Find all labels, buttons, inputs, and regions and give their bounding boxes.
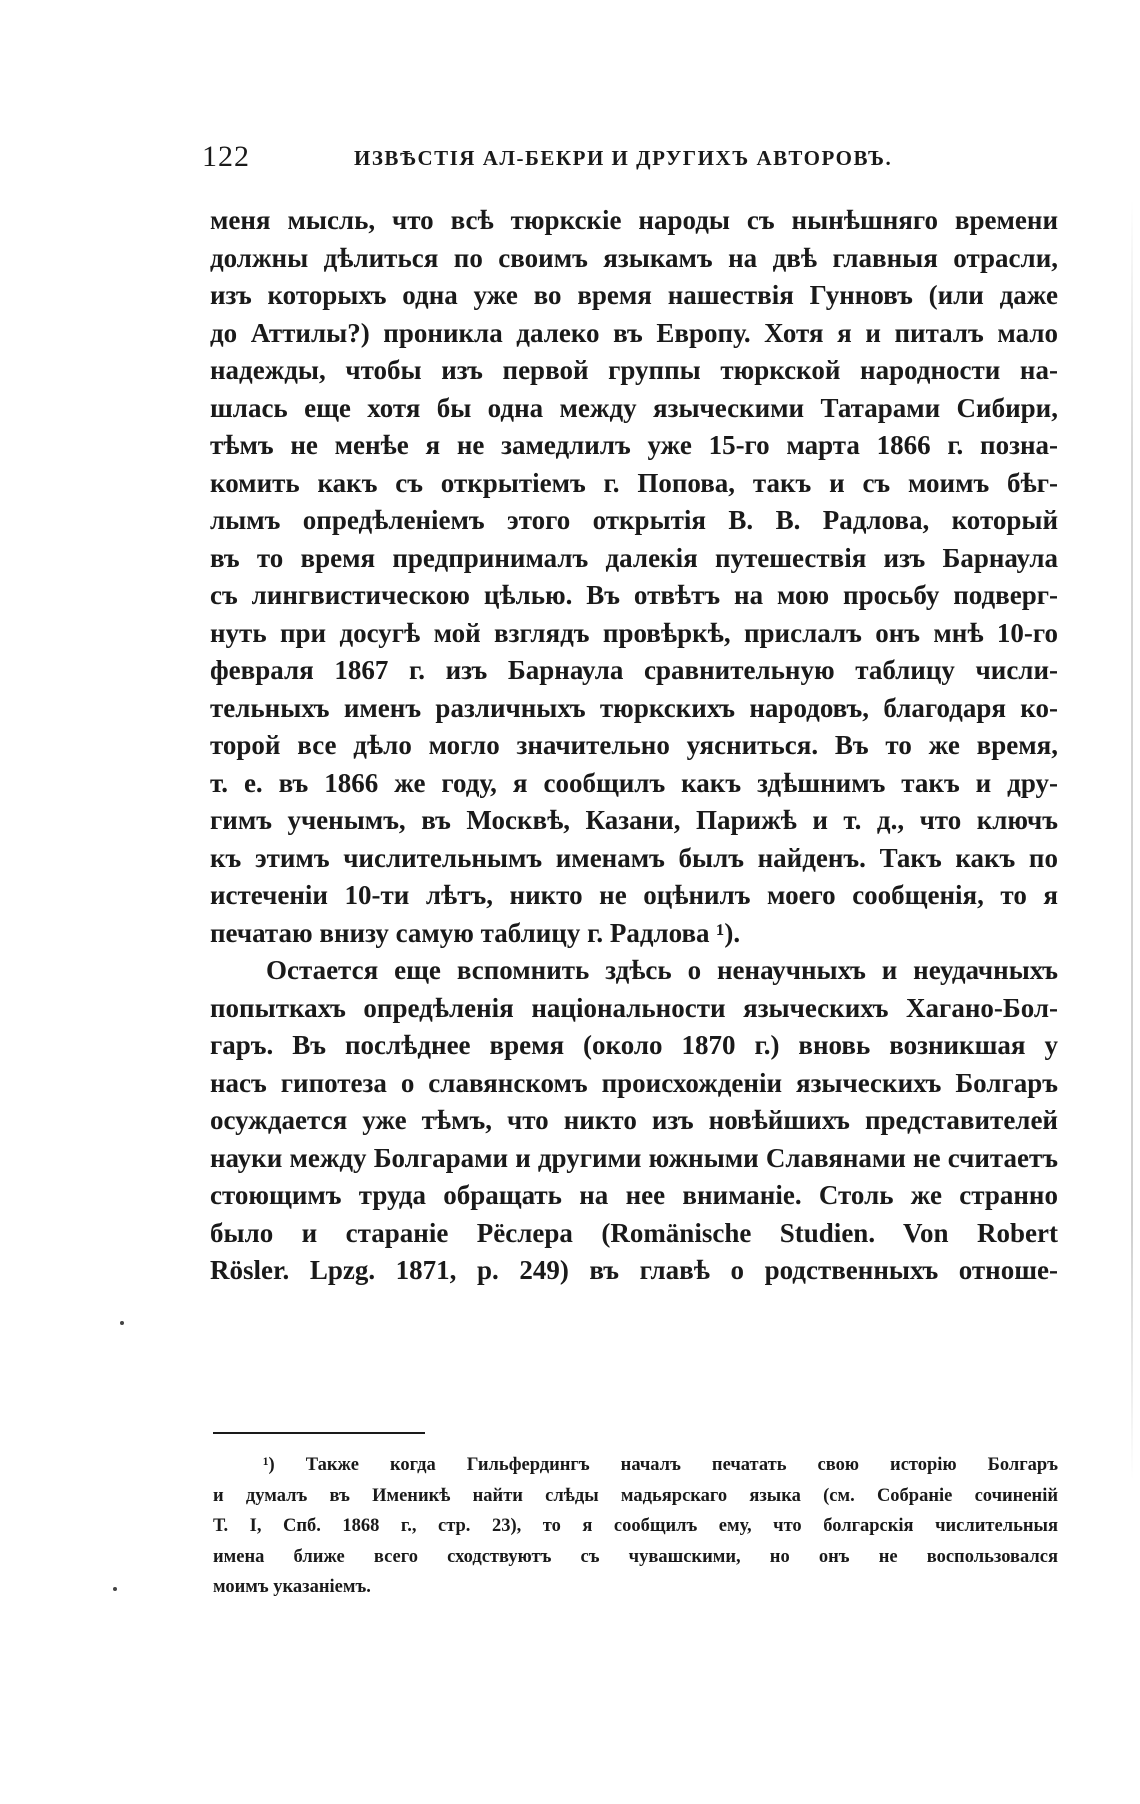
text-line: надежды, чтобы изъ первой группы тюркской народности на- <box>210 355 1058 385</box>
text-line: февраля 1867 г. изъ Барнаула сравнительную таблицу числи- <box>210 655 1058 685</box>
text-line: тельныхъ именъ различныхъ тюркскихъ народовъ, благодаря ко- <box>210 692 1058 723</box>
scan-edge-shadow <box>1131 200 1133 1480</box>
text-line: лымъ опредѣленіемъ этого открытія В. В. Радлова, который <box>210 505 1058 535</box>
footnote-line: моимъ указаніемъ. <box>213 1577 371 1597</box>
footnote-line: Т. I, Спб. 1868 г., стр. 23), то я сообщилъ ему, что болгарскія числительныя <box>213 1516 1058 1536</box>
text-line: науки между Болгарами и другими южными Славянами не считаетъ <box>210 1142 1058 1173</box>
footnote-line: и думалъ въ Именикѣ найти слѣды мадьярскаго языка (см. Собраніе сочиненій <box>213 1485 1058 1506</box>
text-line: гимъ ученымъ, въ Москвѣ, Казани, Парижѣ и т. д., что ключъ <box>210 805 1058 835</box>
paragraph-start-line: Остается еще вспомнить здѣсь о ненаучныхъ и неудачныхъ <box>266 955 1058 985</box>
scan-speck <box>113 1587 117 1591</box>
page-number: 122 <box>202 140 250 173</box>
text-line: Rösler. Lpzg. 1871, p. 249) въ главѣ о родственныхъ отноше- <box>210 1255 1058 1285</box>
text-line: стоющимъ труда обращать на нее вниманіе. Столь же странно <box>210 1180 1058 1210</box>
text-line: меня мысль, что всѣ тюркскіе народы съ нынѣшняго времени <box>210 205 1058 235</box>
footnote <box>213 1450 1058 1603</box>
text-line: до Аттилы?) проникла далеко въ Европу. Хотя я и питалъ мало <box>210 317 1058 348</box>
scan-speck <box>120 1321 124 1325</box>
running-head <box>202 140 902 180</box>
text-line: попыткахъ опредѣленія національности языческихъ Хагано-Бол- <box>210 992 1058 1023</box>
text-line: въ то время предпринималъ далекія путешествія изъ Барнаула <box>210 542 1058 573</box>
text-line: нуть при досугѣ мой взглядъ провѣркѣ, прислалъ онъ мнѣ 10-го <box>210 617 1058 648</box>
text-line: шлась еще хотя бы одна между языческими Татарами Сибири, <box>210 392 1058 423</box>
text-line: къ этимъ числительнымъ именамъ былъ найденъ. Такъ какъ по <box>210 842 1058 873</box>
text-line: торой все дѣло могло значительно уясниться. Въ то же время, <box>210 730 1058 760</box>
running-title: ИЗВѢСТІЯ АЛ-БЕКРИ И ДРУГИХЪ АВТОРОВЪ. <box>354 146 893 170</box>
text-line: насъ гипотеза о славянскомъ происхожденіи языческихъ Болгаръ <box>210 1067 1058 1098</box>
text-line: было и стараніе Рёслера (Romänische Studien. Von Robert <box>210 1217 1058 1248</box>
text-line: печатаю внизу самую таблицу г. Радлова ¹). <box>210 917 741 948</box>
text-line: съ лингвистическою цѣлью. Въ отвѣтъ на мою просьбу подверг- <box>210 580 1058 610</box>
text-line: должны дѣлиться по своимъ языкамъ на двѣ главныя отрасли, <box>210 242 1058 273</box>
text-line: истеченіи 10-ти лѣтъ, никто не оцѣнилъ моего сообщенія, то я <box>210 880 1058 910</box>
footnote-line: имена ближе всего сходствуютъ съ чувашскими, но онъ не воспользовался <box>213 1546 1058 1567</box>
footnote-divider <box>213 1432 425 1434</box>
text-line: комить какъ съ открытіемъ г. Попова, такъ и съ моимъ бѣг- <box>210 467 1058 498</box>
text-line: т. е. въ 1866 же году, я сообщилъ какъ здѣшнимъ такъ и дру- <box>210 767 1058 798</box>
text-line: гаръ. Въ послѣднее время (около 1870 г.) вновь возникшая у <box>210 1030 1058 1060</box>
footnote-line: ¹) Также когда Гильфердингъ началъ печатать свою исторію Болгаръ <box>263 1455 1058 1475</box>
text-line: изъ которыхъ одна уже во время нашествія Гунновъ (или даже <box>210 280 1058 310</box>
text-line: осуждается уже тѣмъ, что никто изъ новѣйшихъ представителей <box>210 1105 1058 1135</box>
body-text <box>210 202 1058 1290</box>
text-line: тѣмъ не менѣе я не замедлилъ уже 15-го марта 1866 г. позна- <box>210 430 1058 460</box>
